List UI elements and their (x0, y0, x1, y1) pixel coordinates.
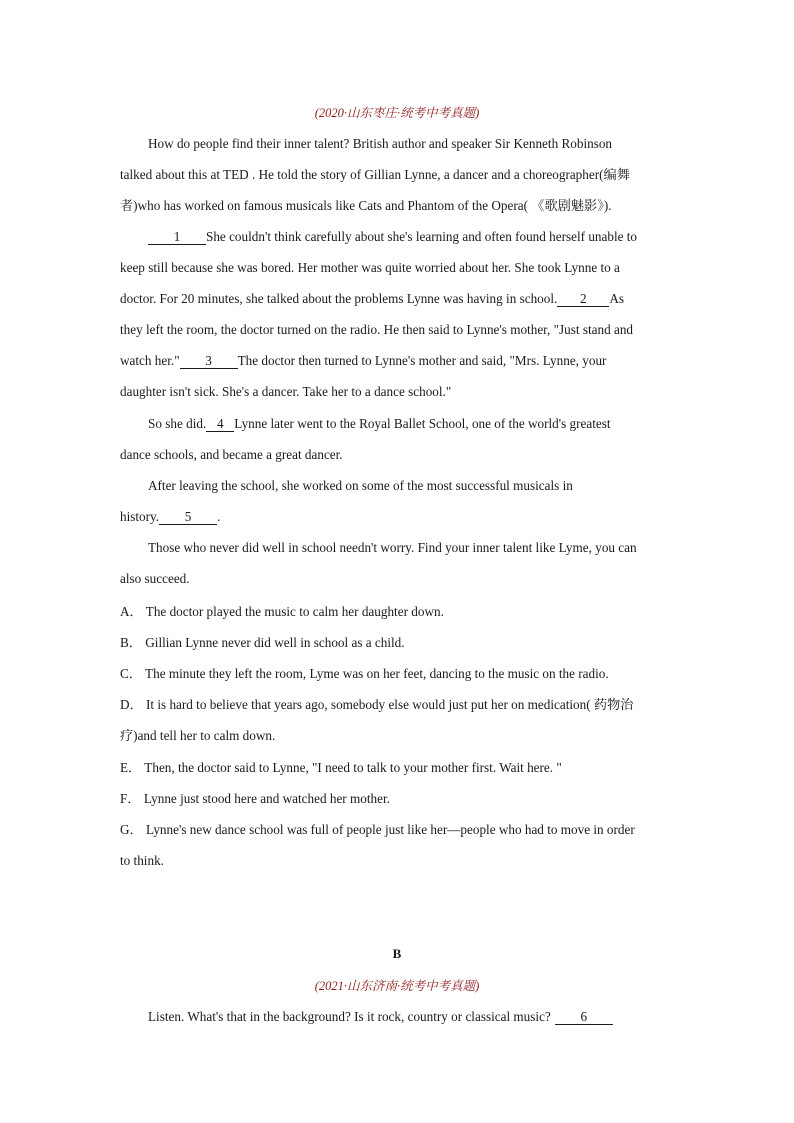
option-d-line-2: 疗)and tell her to calm down. (120, 728, 276, 743)
paragraph-4-text: history. (120, 509, 160, 524)
paragraph-2-line-4: they left the room, the doctor turned on the radio. He then said to Lynne's mother, "Just stand and (120, 322, 634, 337)
blank-4[interactable]: 4 (206, 416, 234, 432)
blank-6[interactable]: 6 (555, 1009, 613, 1025)
blank-2[interactable]: 2 (557, 291, 609, 307)
paragraph-5-line-2: also succeed. (120, 571, 190, 586)
paragraph-2-text: The doctor then turned to Lynne's mother and said, "Mrs. Lynne, your (237, 353, 607, 368)
paragraph-2-text: doctor. For 20 minutes, she talked about the problems Lynne was having in school. (120, 291, 558, 306)
paragraph-2-line-2: keep still because she was bored. Her mother was quite worried about her. She took Lynne to a (120, 260, 620, 275)
option-c: C． The minute they left the room, Lyme was on her feet, dancing to the music on the radio. (120, 666, 609, 681)
paragraph-1-line-2: talked about this at TED . He told the story of Gillian Lynne, a dancer and a choreographer(编舞 (120, 167, 630, 182)
paragraph-2-line-1 (148, 228, 704, 246)
paragraph-1-line-3: 者)who has worked on famous musicals like Cats and Phantom of the Opera( 《歌剧魅影》). (120, 198, 612, 213)
section-b-text: Listen. What's that in the background? Is it rock, country or classical music? (148, 1009, 551, 1024)
paragraph-2-text: As (609, 291, 624, 306)
option-a: A． The doctor played the music to calm her daughter down. (120, 604, 444, 619)
option-g-line-2: to think. (120, 853, 164, 868)
paragraph-3-line-2: dance schools, and became a great dancer. (120, 447, 343, 462)
paragraph-2-line-6: daughter isn't sick. She's a dancer. Take her to a dance school." (120, 384, 452, 399)
paragraph-2-text: She couldn't think carefully about she's learning and often found herself unable to (206, 229, 638, 244)
source-citation-a: (2020·山东枣庄·统考中考真题) (314, 106, 480, 120)
option-d-line-1: D． It is hard to believe that years ago, somebody else would just put her on medication( 药物治 (120, 697, 634, 712)
option-f: F． Lynne just stood here and watched her mother. (120, 791, 390, 806)
paragraph-4-text: . (217, 509, 221, 524)
paragraph-3-text: Lynne later went to the Royal Ballet School, one of the world's greatest (234, 416, 611, 431)
paragraph-4-line-2 (120, 508, 676, 526)
paragraph-1-line-1: How do people find their inner talent? British author and speaker Sir Kenneth Robinson (148, 136, 613, 151)
section-b-heading: B (392, 946, 402, 961)
blank-1[interactable]: 1 (148, 229, 206, 245)
paragraph-3-line-1 (148, 415, 704, 433)
section-b-line-1 (148, 1008, 704, 1026)
paragraph-3-text: So she did. (148, 416, 207, 431)
blank-5[interactable]: 5 (159, 509, 217, 525)
paragraph-2-line-3 (120, 290, 676, 308)
paragraph-2-text: watch her." (120, 353, 180, 368)
option-e: E． Then, the doctor said to Lynne, "I need to talk to your mother first. Wait here. " (120, 760, 562, 775)
blank-3[interactable]: 3 (180, 353, 238, 369)
paragraph-5-line-1: Those who never did well in school needn't worry. Find your inner talent like Lyme, you can (148, 540, 637, 555)
option-g-line-1: G． Lynne's new dance school was full of people just like her—people who had to move in order (120, 822, 635, 837)
option-b: B． Gillian Lynne never did well in school as a child. (120, 635, 405, 650)
paragraph-2-line-5 (120, 352, 676, 370)
paragraph-4-line-1: After leaving the school, she worked on some of the most successful musicals in (148, 478, 573, 493)
source-citation-b: (2021·山东济南·统考中考真题) (314, 979, 480, 993)
